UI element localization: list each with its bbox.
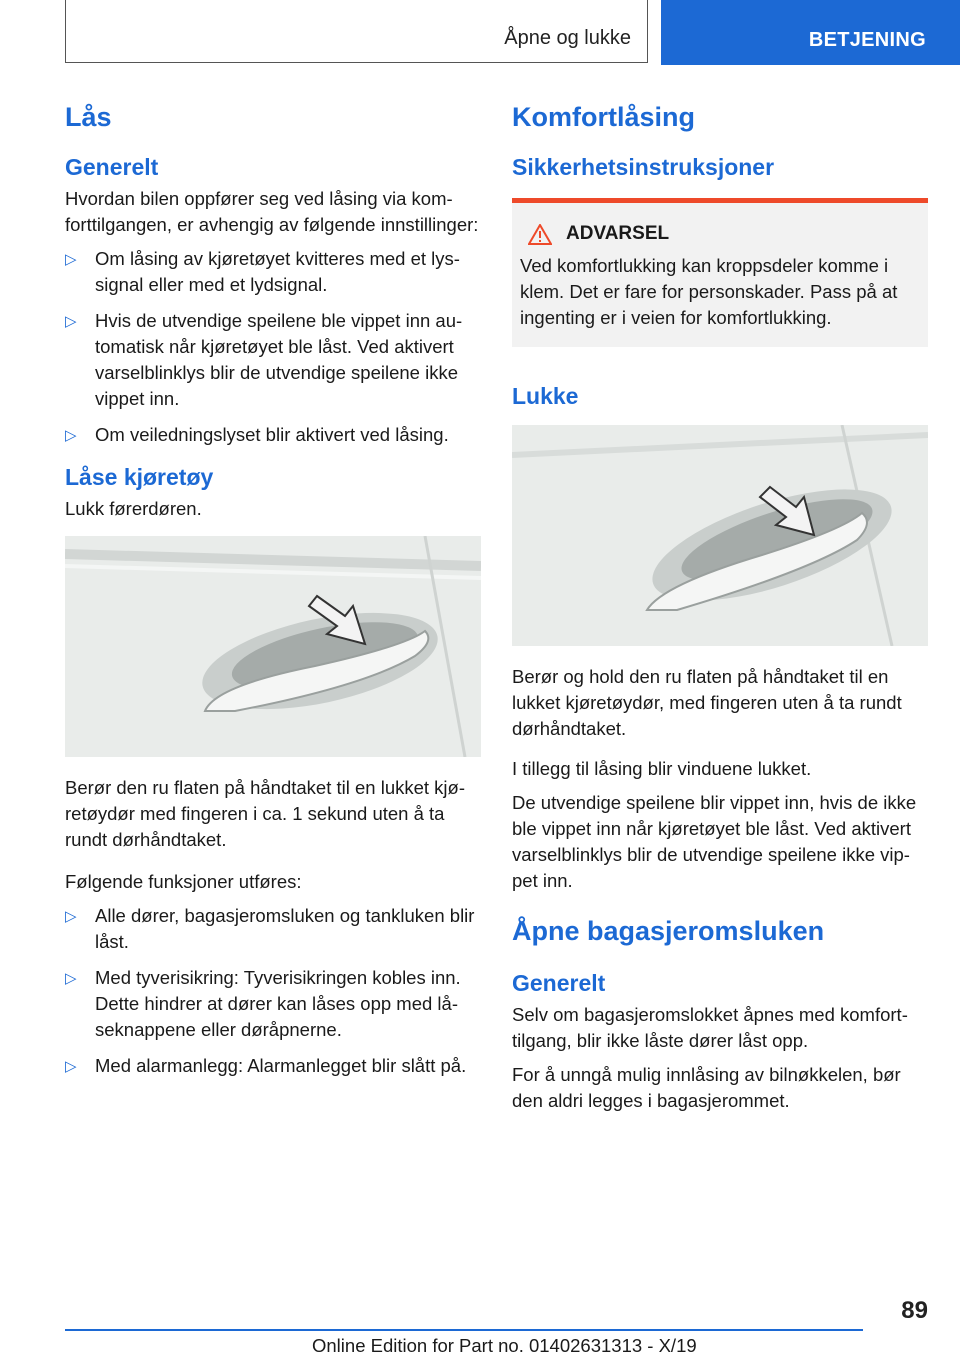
heading-las: Lås	[65, 102, 112, 132]
warning-triangle-icon	[528, 224, 552, 245]
right-column	[512, 100, 928, 1122]
heading-lase-kjoretoy: Låse kjøretøy	[65, 464, 214, 490]
bullet-triangle-icon: ▷	[65, 970, 77, 987]
heading-komfortlasing: Komfortlåsing	[512, 102, 696, 132]
door-handle-illustration	[65, 536, 481, 757]
heading-generelt-bagasje: Generelt	[512, 970, 606, 996]
bullet-triangle-icon: ▷	[65, 908, 77, 925]
lase-instruction: Berør den ru flaten på håndtaket til en lukket kjøretøydør med fingeren i ca. 1 sekund uten å ta rundt dørhåndtaket.	[65, 777, 466, 850]
heading-lukke: Lukke	[512, 383, 579, 409]
lukke-mirrors: De utvendige speilene blir vippet inn, hvis de ikke ble vippet inn når kjøretøyet ble låst. Ved aktivert varselblinklys blir de utvendige speilene ikke vippet inn.	[512, 792, 917, 891]
footer-edition: Online Edition for Part no. 01402631313 - X/19	[312, 1335, 697, 1356]
warning-title-row	[520, 223, 920, 245]
header-section-title: Åpne og lukke	[504, 27, 631, 49]
bullet-triangle-icon: ▷	[65, 313, 77, 330]
list-item: ▷ Med tyverisikring: Tyverisikringen kobles inn. Dette hindrer at dører kan låses opp med låseknappene eller døråpnerne.	[65, 967, 461, 1040]
list-item: ▷ Om veiledningslyset blir aktivert ved låsing.	[65, 422, 481, 448]
generelt-list	[65, 246, 481, 448]
footer-divider	[65, 1329, 863, 1331]
header-section-box	[65, 0, 648, 63]
heading-apne-bagasjeromsluken: Åpne bagasjeromsluken	[512, 916, 825, 946]
warning-box	[512, 198, 928, 347]
bullet-triangle-icon: ▷	[65, 251, 77, 268]
lukke-instruction: Berør og hold den ru flaten på håndtaket til en lukket kjøretøydør, med fingeren uten å ta rundt dørhåndtaket.	[512, 666, 902, 739]
header-chapter-tab	[661, 0, 960, 65]
left-column	[65, 100, 481, 1093]
functions-label: Følgende funksjoner utføres:	[65, 871, 302, 892]
page-number: 89	[901, 1297, 928, 1324]
lase-intro: Lukk førerdøren.	[65, 498, 202, 519]
door-handle-illustration	[512, 425, 928, 646]
warning-text: Ved komfortlukking kan kroppsdeler komme i klem. Det er fare for personskader. Pass på at ingenting er i veien for komfortlukking.	[520, 255, 898, 328]
heading-sikkerhetsinstruksjoner: Sikkerhetsinstruksjoner	[512, 154, 775, 180]
list-item: ▷ Med alarmanlegg: Alarmanlegget blir slått på.	[65, 1053, 481, 1079]
list-item: ▷ Alle dører, bagasjeromsluken og tankluken blir låst.	[65, 905, 475, 952]
header-chapter-label: BETJENING	[808, 29, 926, 51]
list-item: ▷ Hvis de utvendige speilene ble vippet inn automatisk når kjøretøyet ble låst. Ved aktivert varselblinklys blir de utvendige speilene ikke vippet inn.	[65, 310, 463, 409]
generelt-intro: Hvordan bilen oppfører seg ved låsing via komforttilgangen, er avhengig av følgende innstillinger:	[65, 188, 479, 235]
bullet-triangle-icon: ▷	[65, 1058, 77, 1075]
lukke-windows: I tillegg til låsing blir vinduene lukket.	[512, 758, 812, 779]
heading-generelt: Generelt	[65, 154, 159, 180]
functions-list	[65, 903, 481, 1079]
bagasje-p2: For å unngå mulig innlåsing av bilnøkkelen, bør den aldri legges i bagasjerommet.	[512, 1064, 901, 1111]
bagasje-p1: Selv om bagasjeromslokket åpnes med komforttilgang, blir ikke låste dører låst opp.	[512, 1004, 908, 1051]
list-item: ▷ Om låsing av kjøretøyet kvitteres med et lyssignal eller med et lydsignal.	[65, 248, 460, 295]
warning-title: ADVARSEL	[566, 223, 670, 244]
bullet-triangle-icon: ▷	[65, 427, 77, 444]
